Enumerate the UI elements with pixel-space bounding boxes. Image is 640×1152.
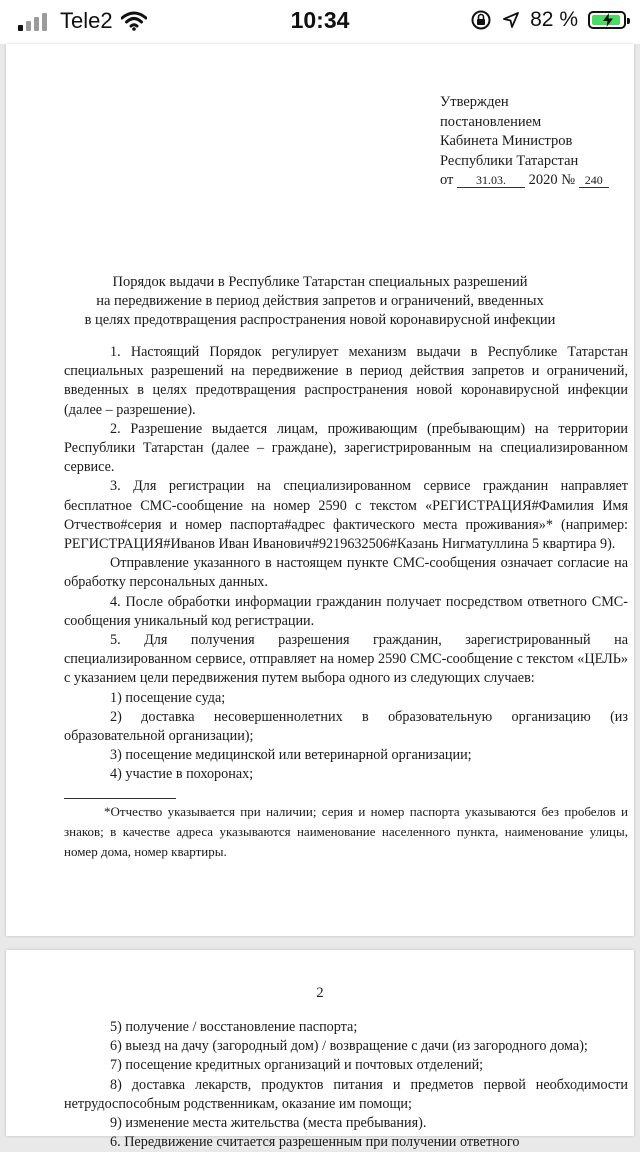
title-line: на передвижение в период действия запретов и ограничений, введенных — [96, 293, 544, 309]
paragraph: Отправление указанного в настоящем пункте СМС-сообщения означает согласие на обработку персональных данных. — [64, 555, 628, 591]
list-item: 4) участие в похоронах; — [110, 766, 254, 783]
list-item: 3) посещение медицинской или ветеринарной организации; — [110, 747, 472, 764]
footnote: *Отчество указывается при наличии; серия и номер паспорта указываются без пробелов и знаков; в качестве адреса указываются наименование населенного пункта, наименование улицы, номер дома, номер квартиры. — [64, 804, 628, 859]
carrier-name: Tele2 — [60, 8, 113, 33]
list-item: 5) получение / восстановление паспорта; — [110, 1019, 358, 1035]
footnote-divider — [64, 798, 176, 799]
location-arrow-icon — [502, 11, 520, 29]
page-number: 2 — [316, 985, 324, 1001]
list-item: 9) изменение места жительства (места пребывания). — [110, 1115, 427, 1132]
paragraph: 3. Для регистрации на специализированном сервисе гражданин направляет бесплатное СМС-сообщение на номер 2590 с текстом «РЕГИСТРАЦИЯ#Фамилия Имя Отчество#серия и номер паспорта#адрес фактического места проживания»* (например: РЕГИСТРАЦИЯ#Иванов Иван Иванович#9219632506#Казань Нигматуллина 5 квартира 9). — [64, 478, 628, 553]
list-item: 8) доставка лекарств, продуктов питания и предметов первой необходимости нетрудоспособным родственникам, оказание им помощи; — [64, 1076, 628, 1112]
battery-charging-icon — [588, 11, 626, 29]
document-body — [64, 343, 628, 785]
list-item: 1) посещение суда; — [110, 689, 226, 706]
document-page-2[interactable] — [6, 950, 634, 1151]
approval-line: Утвержден — [440, 94, 509, 110]
orientation-lock-icon — [470, 9, 492, 31]
paragraph: 1. Настоящий Порядок регулирует механизм выдачи в Республике Татарстан специальных разрешений на передвижение в период действия запретов и ограничений, введенных в целях предотвращения распространения новой коронавирусной инфекции (далее – разрешение). — [64, 344, 628, 418]
date-prefix: от — [440, 172, 454, 188]
title-line: в целях предотвращения распространения новой коронавирусной инфекции — [84, 312, 556, 328]
date-value: 31.03. — [457, 173, 525, 188]
document-page-1[interactable] — [6, 44, 634, 936]
battery-percent: 82 % — [530, 8, 578, 31]
paragraph: 2. Разрешение выдается лицам, проживающим (пребывающим) на территории Республики Татарстан (далее – граждане), зарегистрированным на специализированном сервисе. — [64, 420, 628, 476]
paragraph: 6. Передвижение считается разрешенным при получении ответного — [110, 1134, 520, 1151]
status-right — [460, 8, 626, 32]
document-title — [26, 273, 614, 330]
paragraph: 4. После обработки информации гражданин получает посредством ответного СМС-сообщения уникальный код регистрации. — [64, 593, 628, 629]
list-item: 6) выезд на дачу (загородный дом) / возвращение с дачи (из загородного дома); — [110, 1038, 588, 1055]
year-and-number-sign: 2020 № — [528, 172, 576, 188]
list-item: 7) посещение кредитных организаций и почтовых отделений; — [110, 1057, 484, 1074]
approval-line: Республики Татарстан — [440, 152, 579, 169]
document-body-page-2 — [64, 1018, 628, 1152]
paragraph: 5. Для получения разрешения гражданин, зарегистрированный на специализированном сервисе, отправляет на номер 2590 СМС-сообщение с текстом «ЦЕЛЬ» с указанием цели передвижения путем выбора одного из следующих случаев: — [64, 632, 628, 687]
status-time: 10:34 — [290, 7, 350, 33]
title-line: Порядок выдачи в Республике Татарстан специальных разрешений — [112, 274, 528, 290]
approval-line: постановлением — [440, 113, 542, 130]
resolution-number: 240 — [579, 173, 609, 188]
approval-line: Кабинета Министров — [440, 133, 573, 149]
status-bar — [0, 0, 640, 44]
approval-date-line — [440, 171, 609, 191]
approval-block — [440, 93, 609, 191]
list-item: 2) доставка несовершеннолетних в образовательную организацию (из образовательной организации); — [64, 708, 628, 745]
